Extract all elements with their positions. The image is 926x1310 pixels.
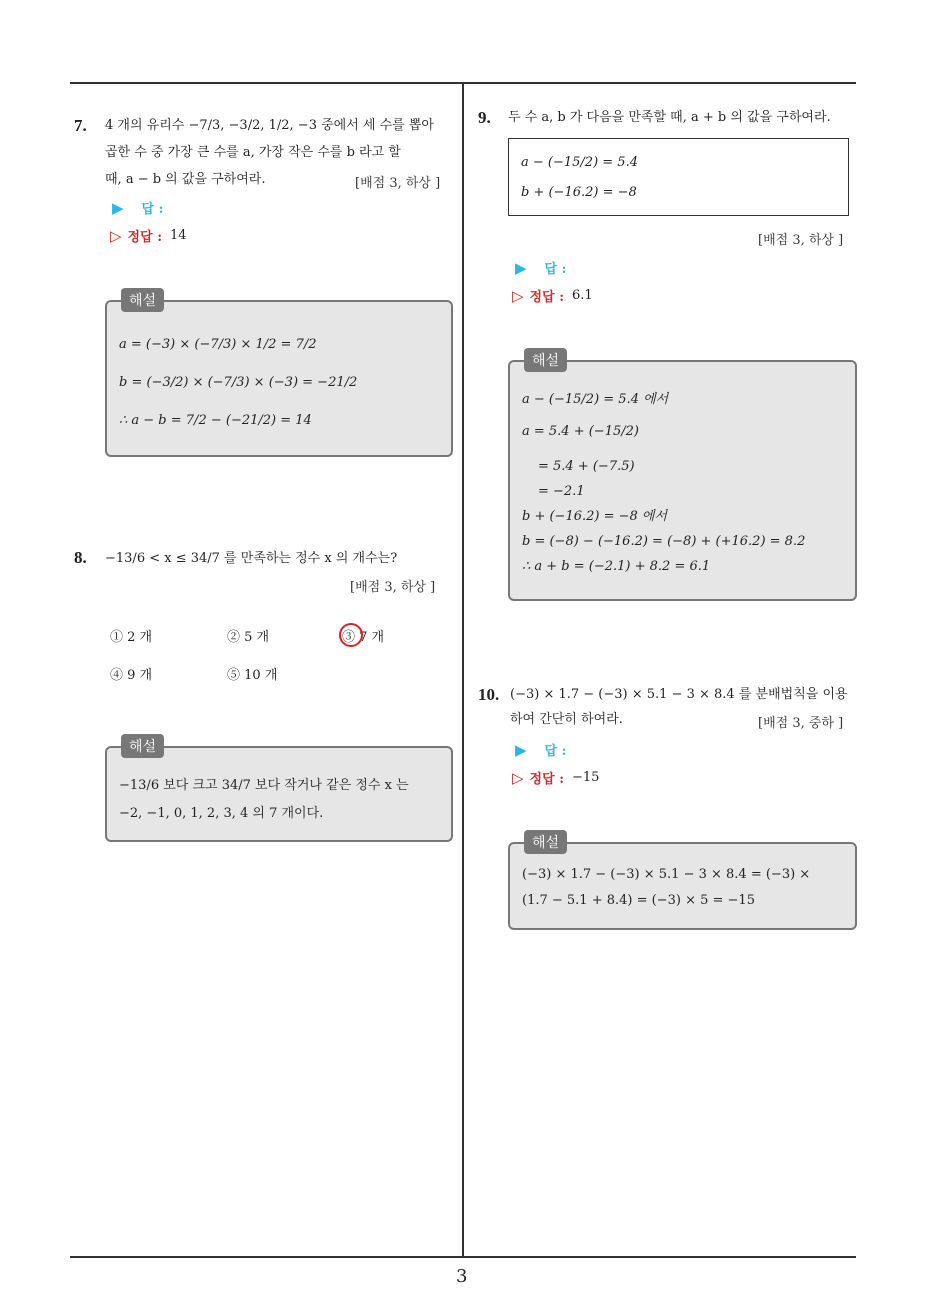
- q7-text-line2: 곱한 수 중 가장 큰 수를 a, 가장 작은 수를 b 라고 할: [105, 145, 401, 160]
- q10-solution-line: (1.7 − 5.1 + 8.4) = (−3) × 5 = −15: [522, 893, 755, 908]
- q7-solution-title: 해설: [121, 288, 164, 312]
- q7-solution-line: ∴ a − b = 7/2 − (−21/2) = 14: [119, 413, 312, 428]
- choice-number: ①: [110, 630, 124, 645]
- q9-solution-line: = −2.1: [538, 484, 585, 499]
- q10-number: 10.: [478, 685, 500, 704]
- q10-correct-row: [512, 768, 599, 787]
- bottom-rule: [70, 1256, 856, 1258]
- q10-answer-label: 답 :: [544, 744, 567, 759]
- q10-text-line2: 하여 간단히 하여라.: [510, 712, 623, 727]
- q9-correct-label: 정답 :: [529, 290, 564, 305]
- q8-text-line1: −13/6 < x ≤ 34/7 를 만족하는 정수 x 의 개수는?: [105, 551, 398, 566]
- column-divider: [462, 82, 464, 1257]
- q9-solution-line: b + (−16.2) = −8 에서: [522, 509, 668, 524]
- q9-solution-title: 해설: [524, 348, 567, 372]
- q7-text-line1: 4 개의 유리수 −7/3, −3/2, 1/2, −3 중에서 세 수를 뽑아: [105, 118, 434, 133]
- q9-solution-line: a − (−15/2) = 5.4 에서: [522, 392, 669, 407]
- q7-solution-box: [105, 293, 453, 457]
- q7-answer-label: 답 :: [141, 202, 164, 217]
- q10-text-line1: (−3) × 1.7 − (−3) × 5.1 − 3 × 8.4 를 분배법칙을 이용: [510, 687, 848, 702]
- correct-triangle-icon: ▷: [512, 768, 524, 787]
- answer-arrow-icon: ▶: [515, 740, 527, 759]
- q7-text-line3: 때, a − b 의 값을 구하여라.: [105, 172, 266, 187]
- q8-choice-2[interactable]: [227, 626, 269, 645]
- q9-solution-line: = 5.4 + (−7.5): [538, 459, 635, 474]
- q7-correct-label: 정답 :: [127, 230, 162, 245]
- q9-score-meta: [배점 3, 하상 ]: [758, 233, 844, 248]
- q10-score-meta: [배점 3, 중하 ]: [758, 716, 844, 731]
- q10-solution-title: 해설: [524, 830, 567, 854]
- q7-correct-row: [110, 226, 187, 245]
- answer-arrow-icon: ▶: [515, 258, 527, 277]
- choice-text: 10 개: [244, 668, 278, 683]
- q7-number: 7.: [74, 116, 87, 135]
- q7-solution-line: a = (−3) × (−7/3) × 1/2 = 7/2: [119, 337, 317, 352]
- q8-score-meta: [배점 3, 하상 ]: [350, 580, 436, 595]
- q9-condition-box: [508, 138, 849, 216]
- selected-answer-mark-icon: [339, 623, 363, 647]
- q7-answer-row[interactable]: [112, 198, 163, 217]
- q9-solution-line: ∴ a + b = (−2.1) + 8.2 = 6.1: [522, 559, 711, 574]
- q10-correct-label: 정답 :: [529, 772, 564, 787]
- q8-solution-line: −2, −1, 0, 1, 2, 3, 4 의 7 개이다.: [119, 806, 324, 821]
- page-number: 3: [456, 1266, 468, 1287]
- q9-answer-row[interactable]: [515, 258, 566, 277]
- q9-solution-line: b = (−8) − (−16.2) = (−8) + (+16.2) = 8.2: [522, 534, 806, 549]
- choice-text: 9 개: [127, 668, 153, 683]
- q9-answer-label: 답 :: [544, 262, 567, 277]
- q9-correct-value: 6.1: [572, 288, 593, 303]
- q8-choice-4[interactable]: [110, 664, 152, 683]
- choice-text: 7 개: [359, 630, 385, 645]
- choice-number: ②: [227, 630, 241, 645]
- q7-correct-value: 14: [170, 228, 187, 243]
- correct-triangle-icon: ▷: [110, 226, 122, 245]
- q7-solution-line: b = (−3/2) × (−7/3) × (−3) = −21/2: [119, 375, 358, 390]
- choice-number: ③: [342, 630, 356, 645]
- q9-condition-line: b + (−16.2) = −8: [521, 185, 637, 200]
- q10-correct-value: −15: [572, 770, 600, 785]
- q10-solution-box: [508, 835, 857, 930]
- choice-text: 2 개: [127, 630, 153, 645]
- q9-text-line1: 두 수 a, b 가 다음을 만족할 때, a + b 의 값을 구하여라.: [508, 110, 831, 125]
- q9-solution-line: a = 5.4 + (−15/2): [522, 424, 639, 439]
- q7-score-meta: [배점 3, 하상 ]: [355, 176, 441, 191]
- q9-condition-line: a − (−15/2) = 5.4: [521, 155, 638, 170]
- q8-choice-5[interactable]: [227, 664, 277, 683]
- q9-number: 9.: [478, 108, 491, 127]
- choice-text: 5 개: [244, 630, 270, 645]
- q10-answer-row[interactable]: [515, 740, 566, 759]
- q10-solution-line: (−3) × 1.7 − (−3) × 5.1 − 3 × 8.4 = (−3) ×: [522, 867, 811, 882]
- q8-choice-1[interactable]: [110, 626, 152, 645]
- q8-solution-line: −13/6 보다 크고 34/7 보다 작거나 같은 정수 x 는: [119, 778, 409, 793]
- answer-arrow-icon: ▶: [112, 198, 124, 217]
- q8-solution-box: [105, 739, 453, 842]
- choice-number: ⑤: [227, 668, 241, 683]
- choice-number: ④: [110, 668, 124, 683]
- q9-solution-box: [508, 353, 857, 601]
- q9-correct-row: [512, 286, 593, 305]
- correct-triangle-icon: ▷: [512, 286, 524, 305]
- q8-number: 8.: [74, 548, 87, 567]
- q8-solution-title: 해설: [121, 734, 164, 758]
